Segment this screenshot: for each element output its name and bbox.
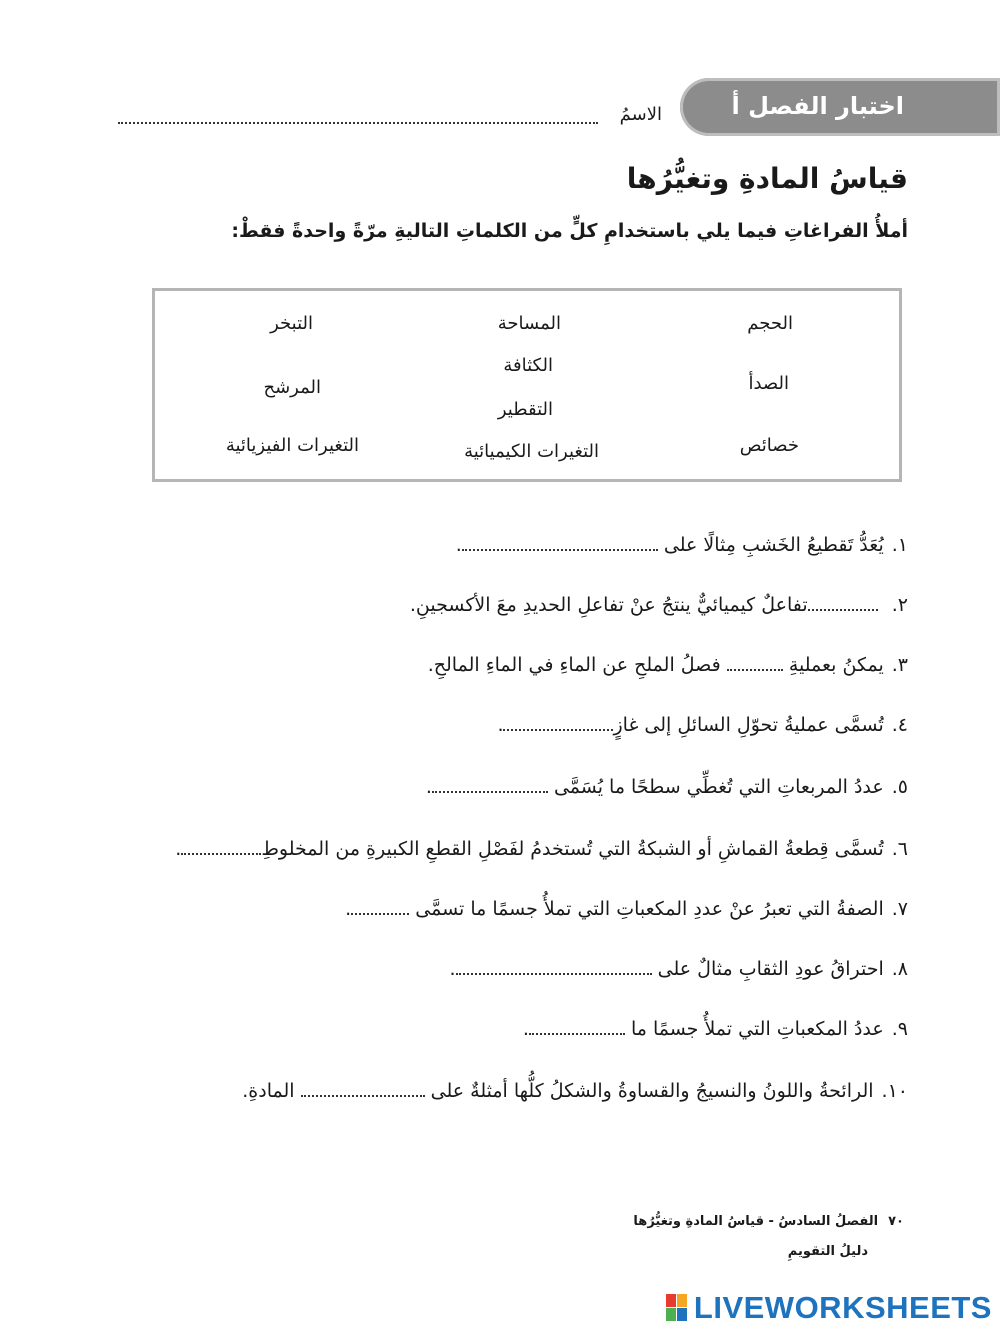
word-bank xyxy=(152,288,902,482)
question-number: ٣. xyxy=(891,654,908,676)
word-bank-item: التقطير xyxy=(497,399,553,420)
question-3 xyxy=(428,656,908,675)
question-number: ٢. xyxy=(891,594,908,616)
question-number: ٧. xyxy=(891,898,908,920)
chapter-reference: الفصلُ السادسُ - قياسُ المادةِ وتغيُّرُها xyxy=(633,1214,879,1229)
word-bank-item: التغيرات الفيزيائية xyxy=(225,435,359,456)
question-text-end: . xyxy=(522,1018,529,1040)
instruction-text: أملأُ الفراغاتِ فيما يلي باستخدامِ كلٍّ من الكلماتِ التاليةِ مرّةً واحدةً فقطْ: xyxy=(231,220,908,242)
question-text-end: فصلُ الملحِ عن الماءِ في الماءِ المالحِ. xyxy=(427,654,721,676)
question-text-end: المادةِ. xyxy=(242,1080,295,1102)
answer-blank-4[interactable] xyxy=(503,728,613,731)
question-text: تُسمَّى عمليةُ تحوّلِ السائلِ إلى غازٍ xyxy=(613,714,884,736)
question-2 xyxy=(410,596,908,615)
question-text-end: . xyxy=(497,714,504,736)
question-text: يُعَدُّ تَقطيعُ الخَشبِ مِثالًا على xyxy=(663,534,884,556)
question-7 xyxy=(345,900,908,919)
page-title: قياسُ المادةِ وتغيُّرُها xyxy=(626,162,908,195)
question-text-end: . xyxy=(425,776,432,798)
question-6 xyxy=(175,840,908,859)
question-text: يمكنُ بعمليةِ xyxy=(788,654,884,676)
answer-blank-1[interactable] xyxy=(462,548,658,551)
question-5 xyxy=(426,778,908,797)
question-number: ١. xyxy=(891,534,908,556)
answer-blank-10[interactable] xyxy=(301,1094,425,1097)
page-footer xyxy=(633,1214,904,1229)
question-text-end: . xyxy=(449,958,456,980)
answer-blank-5[interactable] xyxy=(432,790,548,793)
answer-blank-8[interactable] xyxy=(456,972,652,975)
word-bank-item: المرشح xyxy=(263,377,321,398)
liveworksheets-wordmark: LIVEWORKSHEETS xyxy=(693,1290,992,1325)
liveworksheets-brand xyxy=(666,1290,992,1326)
question-text: عددُ المربعاتِ التي تُغطِّي سطحًا ما يُسَمَّى xyxy=(553,776,884,798)
name-label: الاسمُ xyxy=(619,104,662,125)
question-9 xyxy=(523,1020,908,1039)
question-text-end: . xyxy=(455,534,462,556)
question-text-end: . xyxy=(175,838,182,860)
answer-blank-7[interactable] xyxy=(351,912,409,915)
question-1 xyxy=(456,536,908,555)
question-8 xyxy=(450,960,908,979)
answer-blank-3[interactable] xyxy=(727,668,783,671)
liveworksheets-logo-icon xyxy=(666,1294,688,1322)
question-text: الرائحةُ واللونُ والنسيجُ والقساوةُ والشكلُ كلُّها أمثلةٌ على xyxy=(430,1080,874,1102)
question-10 xyxy=(242,1082,908,1101)
question-4 xyxy=(497,716,908,735)
question-text: احتراقُ عودِ الثقابِ مثالٌ على xyxy=(657,958,884,980)
question-number: ٨. xyxy=(891,958,908,980)
question-number: ١٠. xyxy=(881,1080,908,1102)
answer-blank-9[interactable] xyxy=(529,1032,625,1035)
word-bank-item: التبخر xyxy=(270,313,313,334)
answer-blank-2[interactable] xyxy=(808,608,878,611)
word-bank-item: المساحة xyxy=(497,313,561,334)
word-bank-item: الصدأ xyxy=(748,373,789,394)
question-number: ٥. xyxy=(891,776,908,798)
assessment-guide-label: دليلُ التقويمِ xyxy=(787,1244,868,1259)
question-number: ٤. xyxy=(891,714,908,736)
question-text: الصفةُ التي تعبرُ عنْ عددِ المكعباتِ التي تملأُ جسمًا ما تسمَّى xyxy=(415,898,884,920)
page-number: ٧٠ xyxy=(888,1214,904,1229)
question-text-end: تفاعلٌ كيميائيٌّ ينتجُ عنْ تفاعلِ الحديدِ معَ الأكسجينِ. xyxy=(409,594,808,616)
name-blank[interactable] xyxy=(118,122,598,124)
answer-blank-6[interactable] xyxy=(181,852,261,855)
question-text-end: . xyxy=(345,898,352,920)
word-bank-item: الكثافة xyxy=(503,355,553,376)
word-bank-item: التغيرات الكيميائية xyxy=(464,441,599,462)
question-text: عددُ المكعباتِ التي تملأُ جسمًا ما xyxy=(630,1018,884,1040)
word-bank-item: الحجم xyxy=(747,313,793,334)
chapter-test-label: اختبار الفصل أ xyxy=(731,92,904,120)
question-number: ٩. xyxy=(891,1018,908,1040)
question-text: تُسمَّى قِطعةُ القماشِ أو الشبكةُ التي تُستخدمُ لفَصْلِ القطعِ الكبيرةِ من المخلوطِ xyxy=(261,838,884,860)
question-number: ٦. xyxy=(891,838,908,860)
word-bank-item: خصائص xyxy=(739,435,799,456)
